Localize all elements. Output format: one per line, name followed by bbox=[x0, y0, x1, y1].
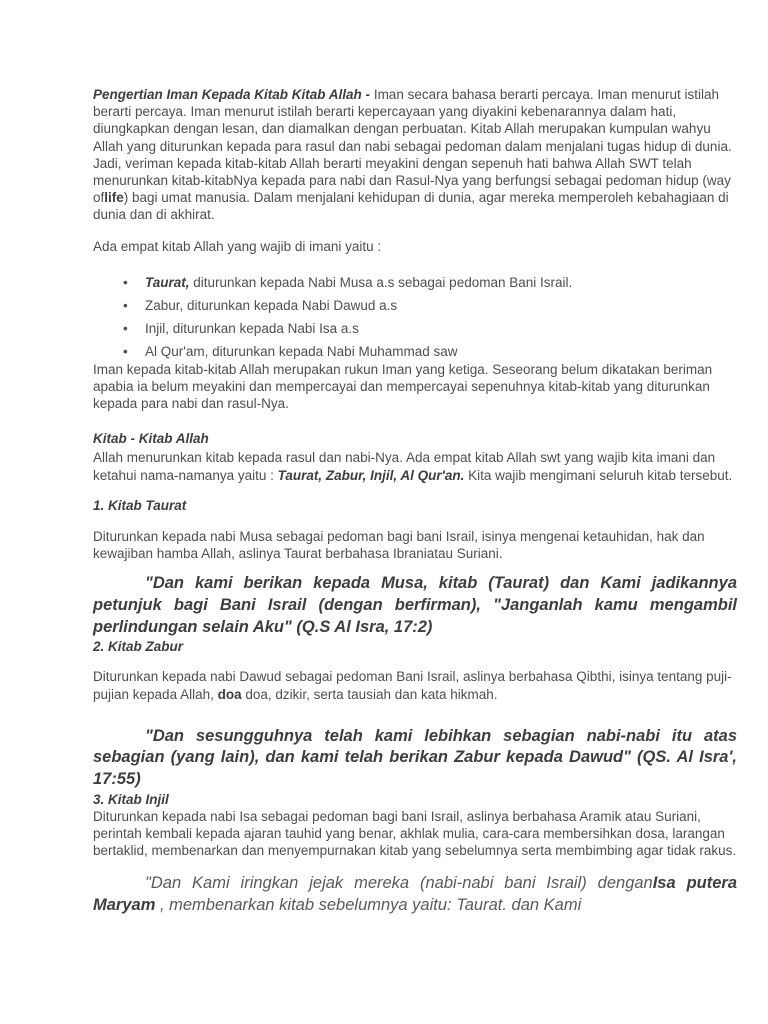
zabur-body-1: Diturunkan kepada nabi Dawud sebagai pedoman Bani Israil, aslinya berbahasa Qibthi, isinya tentang puji-pujian kepada Allah, bbox=[93, 669, 732, 702]
kitab-body-1: Allah menurunkan kitab kepada rasul dan nabi-Nya. Ada empat kitab Allah swt yang wajib kita imani dan ketahui nama-namanya yaitu : bbox=[93, 450, 716, 483]
zabur-bold-word: doa bbox=[217, 686, 242, 702]
kitab-taurat-heading: 1. Kitab Taurat bbox=[93, 497, 187, 513]
list-item-taurat-text: diturunkan kepada Nabi Musa a.s sebagai pedoman Bani Israil. bbox=[189, 274, 573, 290]
injil-quote-bold: Isa putera Maryam bbox=[93, 874, 737, 915]
intro-paragraph bbox=[93, 86, 737, 224]
list-item-injil-text: Injil, diturunkan kepada Nabi Isa a.s bbox=[145, 321, 359, 337]
zabur-quote: "Dan sesungguhnya telah kami lebihkan sebagian nabi-nabi itu atas sebagian (yang lain), dan kami telah berikan Zabur kepada Dawud" (QS. Al Isra', 17:55) bbox=[93, 726, 737, 789]
list-intro-paragraph: Ada empat kitab Allah yang wajib di imani yaitu : bbox=[93, 238, 382, 254]
injil-quote-part-1: "Dan Kami iringkan jejak mereka (nabi-nabi bani Israil) dengan bbox=[145, 874, 653, 893]
kitab-bullet-list bbox=[93, 274, 737, 361]
list-item-alquran-text: Al Qur'am, diturunkan kepada Nabi Muhammad saw bbox=[145, 344, 458, 360]
kitab-kitab-allah-heading: Kitab - Kitab Allah bbox=[93, 431, 209, 447]
injil-quote bbox=[93, 873, 737, 916]
bullet-icon: • bbox=[123, 321, 128, 337]
list-item-injil bbox=[93, 320, 737, 337]
intro-body-2: ) bagi umat manusia. Dalam menjalani kehidupan di dunia, agar mereka memperoleh kebahagiaan di dunia dan di akhirat. bbox=[93, 190, 729, 223]
zabur-body-2: doa, dzikir, serta tausiah dan kata hikmah. bbox=[241, 686, 498, 702]
list-item-alquran bbox=[93, 343, 737, 360]
kitab-injil-heading: 3. Kitab Injil bbox=[93, 791, 169, 807]
kitab-kitab-allah-paragraph bbox=[93, 449, 737, 483]
injil-quote-part-2: , membenarkan kitab sebelumnya yaitu: Taurat. dan Kami bbox=[155, 896, 582, 915]
kitab-zabur-heading: 2. Kitab Zabur bbox=[93, 639, 184, 655]
rukun-iman-paragraph: Iman kepada kitab-kitab Allah merupakan rukun Iman yang ketiga. Seseorang belum dikatakan beriman apabia ia belum meyakini dan mempercayai dan mempercayai sepenuhnya kitab-kitab yang diturunkan kepada para nabi dan rasul-Nya. bbox=[93, 361, 713, 412]
bullet-icon: • bbox=[123, 274, 128, 290]
list-item-taurat-lead: Taurat, bbox=[145, 274, 190, 290]
bullet-icon: • bbox=[123, 298, 128, 314]
list-item-zabur bbox=[93, 297, 737, 314]
list-item-taurat bbox=[93, 274, 737, 291]
bullet-icon: • bbox=[123, 344, 128, 360]
intro-body-1: Iman secara bahasa berarti percaya. Iman menurut istilah berarti percaya. Iman menurut istilah berarti kepercayaan yang diyakini kebenarannya dalam hati, diungkapkan dengan lesan, dan diamalkan dengan perbuatan. Kitab Allah merupakan kumpulan wahyu Allah yang diturunkan kepada para rasul dan nabi sebagai pedoman dalam menjalani tugas hidup di dunia. Jadi, veriman kepada kitab-kitab Allah berarti meyakini dengan sepenuh hati bahwa Allah SWT telah menurunkan kitab-kitabNya kepada para nabi dan Rasul-Nya yang berfungsi sebagai pedoman hidup (way of bbox=[93, 87, 732, 206]
taurat-quote: "Dan kami berikan kepada Musa, kitab (Taurat) dan Kami jadikannya petunjuk bagi Bani Israil (dengan berfirman), "Janganlah kamu mengambil perlindungan selain Aku" (Q.S Al Isra, 17:2) bbox=[93, 574, 737, 636]
kitab-body-2: Kita wajib mengimani seluruh kitab tersebut. bbox=[464, 467, 733, 483]
kitab-taurat-paragraph: Diturunkan kepada nabi Musa sebagai pedoman bagi bani Israil, isinya mengenai ketauhidan, hak dan kewajiban hamba Allah, aslinya Taurat berbahasa Ibraniatau Suriani. bbox=[93, 529, 705, 562]
list-item-zabur-text: Zabur, diturunkan kepada Nabi Dawud a.s bbox=[145, 298, 398, 314]
intro-bold-word: life bbox=[104, 190, 124, 206]
intro-title-lead: Pengertian Iman Kepada Kitab Kitab Allah - bbox=[93, 87, 374, 102]
kitab-bold-names: Taurat, Zabur, Injil, Al Qur'an. bbox=[277, 467, 465, 483]
kitab-injil-paragraph: Diturunkan kepada nabi Isa sebagai pedoman bagi bani Israil, aslinya berbahasa Aramik atau Suriani, perintah kembali kepada ajaran tauhid yang benar, akhlak mulia, cara-cara membersihkan dosa, larangan bertaklid, membenarkan dan menyempurnakan kitab yang sebelumnya serta membimbing agar tidak rakus. bbox=[93, 808, 737, 859]
kitab-zabur-paragraph bbox=[93, 668, 737, 702]
